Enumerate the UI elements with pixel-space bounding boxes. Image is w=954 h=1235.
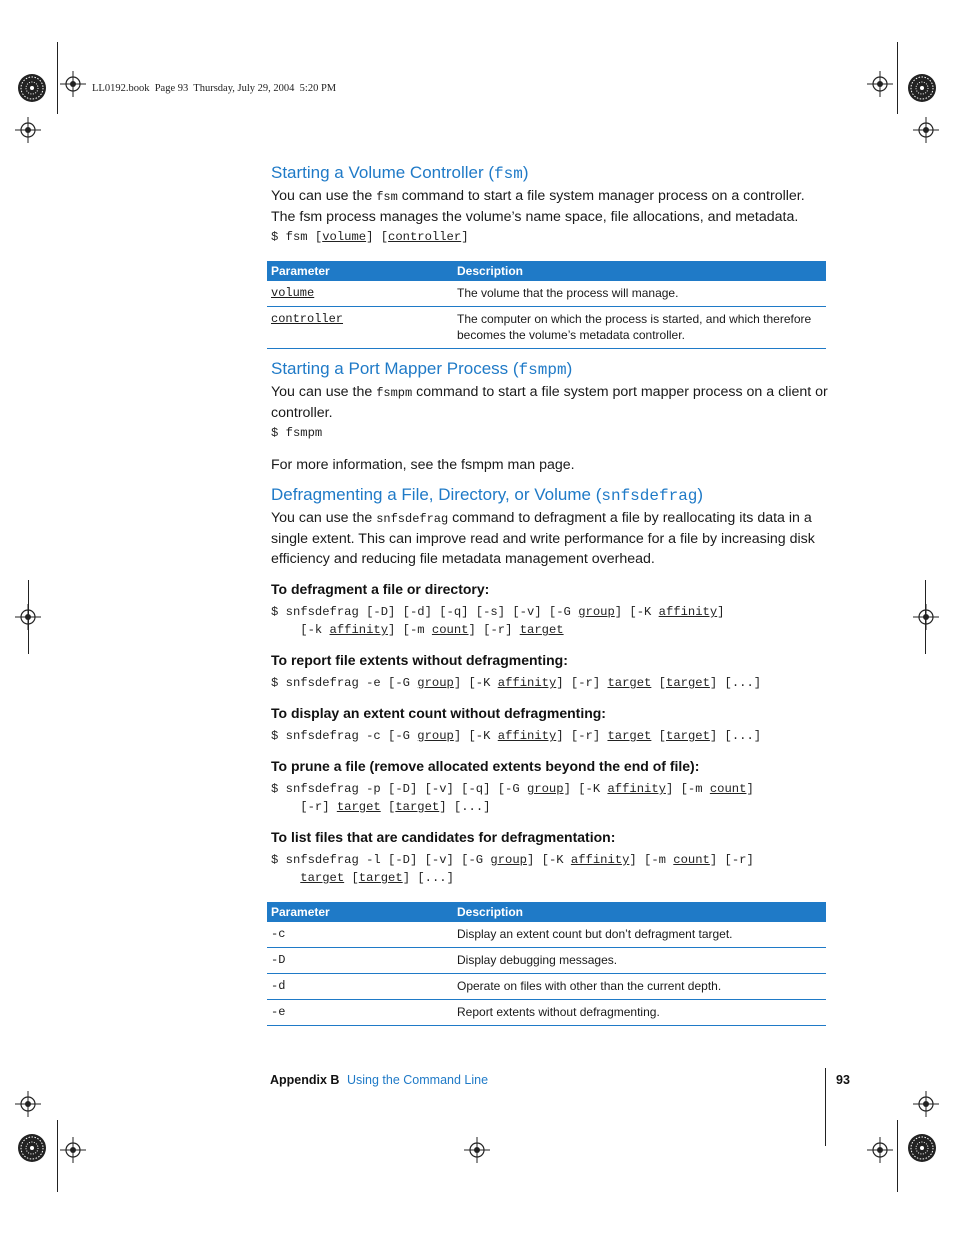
crosshair-icon (60, 1137, 86, 1163)
table-row (267, 922, 826, 948)
param-description: Display an extent count but don’t defragment target. (453, 922, 826, 948)
section-title-snfsdefrag: Defragmenting a File, Directory, or Volume (snfsdefrag) (271, 485, 704, 505)
star-target-icon (908, 1134, 936, 1162)
crosshair-icon (913, 117, 939, 143)
snfsdefrag-parameter-table (267, 902, 826, 1026)
fsm-description: You can use the fsm command to start a file system manager process on a controller. The fsm process manages the volume’s name space, file allocations, and metadata. (271, 188, 805, 225)
crosshair-icon (15, 1091, 41, 1117)
snfsdefrag-syntax-count: $ snfsdefrag -c [-G group] [-K affinity] [-r] target [target] [...] (271, 729, 762, 743)
param-name: -d (267, 974, 453, 1000)
table-row (267, 974, 826, 1000)
task-heading: To report file extents without defragmenting: (271, 652, 568, 668)
fsm-syntax: $ fsm [volume] [controller] (271, 230, 469, 244)
crosshair-icon (867, 1137, 893, 1163)
table-row (267, 281, 826, 307)
snfsdefrag-description: You can use the snfsdefrag command to defragment a file by reallocating its data in a single extent. This can improve read and write performance for a file by increasing disk efficiency and reducing file metadata management overhead. (271, 510, 815, 567)
crosshair-icon (913, 604, 939, 630)
crosshair-icon (60, 71, 86, 97)
task-heading: To defragment a file or directory: (271, 581, 490, 597)
section-title-fsmpm: Starting a Port Mapper Process (fsmpm) (271, 359, 573, 379)
snfsdefrag-syntax-list: $ snfsdefrag -l [-D] [-v] [-G group] [-K affinity] [-m count] [-r] target [target] [...] (271, 853, 754, 885)
fsmpm-more-info: For more information, see the fsmpm man page. (271, 457, 575, 473)
param-description: The volume that the process will manage. (453, 281, 826, 307)
print-header-info: LL0192.book Page 93 Thursday, July 29, 2004 5:20 PM (92, 83, 337, 94)
crosshair-icon (15, 604, 41, 630)
crosshair-icon (464, 1137, 490, 1163)
param-name: -D (267, 948, 453, 974)
column-header-description: Description (453, 261, 826, 281)
task-heading: To display an extent count without defragmenting: (271, 705, 606, 721)
footer-chapter-link[interactable]: Using the Command Line (347, 1073, 489, 1087)
fsmpm-description: You can use the fsmpm command to start a file system port mapper process on a client or controller. (271, 384, 828, 421)
crosshair-icon (913, 1091, 939, 1117)
column-header-parameter: Parameter (267, 902, 453, 922)
column-header-parameter: Parameter (267, 261, 453, 281)
param-description: Operate on files with other than the current depth. (453, 974, 826, 1000)
star-target-icon (908, 74, 936, 102)
param-name: -c (267, 922, 453, 948)
param-description: Display debugging messages. (453, 948, 826, 974)
table-row (267, 307, 826, 349)
page-number: 93 (836, 1073, 850, 1087)
fsm-parameter-table (267, 261, 826, 349)
snfsdefrag-syntax-defragment: $ snfsdefrag [-D] [-d] [-q] [-s] [-v] [-G group] [-K affinity] [-k affinity] [-m count] [-r] target (271, 605, 725, 637)
crosshair-icon (15, 117, 41, 143)
table-row (267, 1000, 826, 1026)
section-title-fsm: Starting a Volume Controller (fsm) (271, 163, 529, 183)
snfsdefrag-syntax-prune: $ snfsdefrag -p [-D] [-v] [-q] [-G group] [-K affinity] [-m count] [-r] target [target] [...] (271, 782, 754, 814)
param-description: Report extents without defragmenting. (453, 1000, 826, 1026)
column-header-description: Description (453, 902, 826, 922)
fsmpm-syntax: $ fsmpm (271, 426, 323, 440)
param-name: controller (271, 312, 344, 326)
task-heading: To list files that are candidates for defragmentation: (271, 829, 616, 845)
param-description: The computer on which the process is started, and which therefore becomes the volume’s metadata controller. (453, 307, 826, 349)
task-heading: To prune a file (remove allocated extents beyond the end of file): (271, 758, 700, 774)
footer-appendix-label: Appendix B (270, 1073, 340, 1087)
crosshair-icon (867, 71, 893, 97)
snfsdefrag-syntax-report: $ snfsdefrag -e [-G group] [-K affinity] [-r] target [target] [...] (271, 676, 762, 690)
star-target-icon (18, 1134, 46, 1162)
param-name: volume (271, 286, 315, 300)
param-name: -e (267, 1000, 453, 1026)
star-target-icon (18, 74, 46, 102)
table-row (267, 948, 826, 974)
